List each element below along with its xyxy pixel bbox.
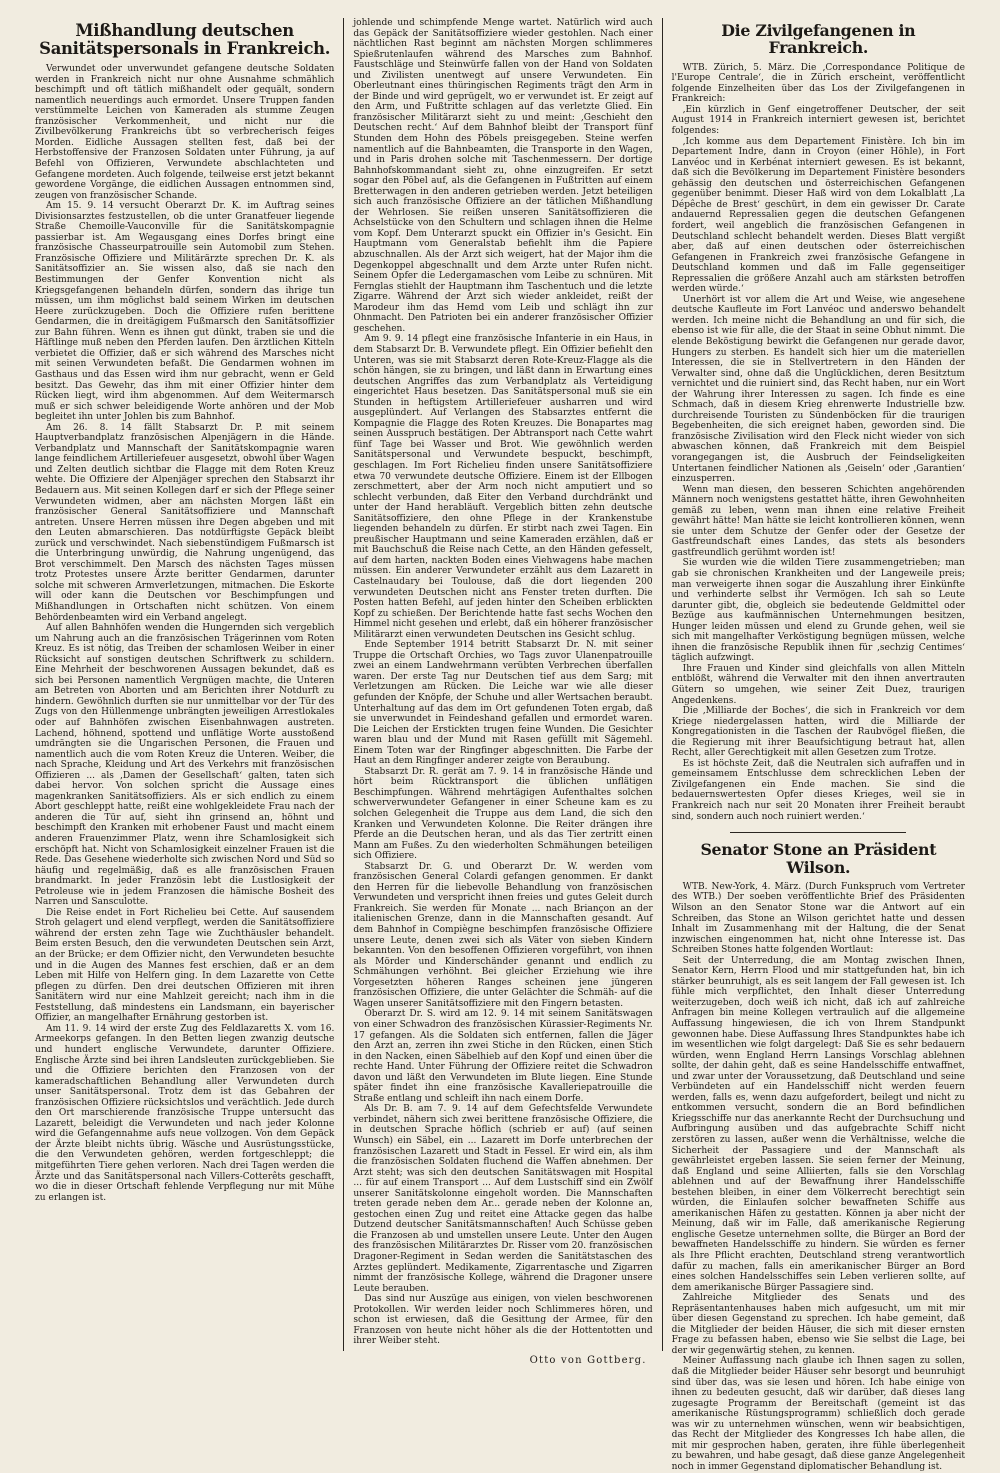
article-2-paragraph: Ihre Frauen und Kinder sind gleichfalls von allen Mitteln entblößt, während die Verwalter mit den ihnen anvertrauten Gütern so umgehen, wie seiner Zeit Duez, traurigen Angedenkens. [671,663,965,706]
article-2-paragraph: ‚Ich komme aus dem Departement Finistère. Ich bin im Departement Indre, dann in Croyon (einer Höhle), in Fort Lanvéoc und in Kerbénat interniert gewesen. Es ist bekannt, daß sich die Bevölkerung im Departement Finistère besonders gehässig den deutschen und österreichischen Gefangenen gegenüber benimmt. Dieser Haß wird von dem Lokalblatt ‚La Dépêche de Brest‘ geschürt, in dem ein gewisser Dr. Carate andauernd Repressalien gegen die deutschen Gefangenen fordert, weil angeblich die französischen Gefangenen in Deutschland schlecht behandelt werden. Dieses Blatt vergißt aber, daß auf einen deutschen oder österreichischen Gefangenen in Frankreich zwei französische Gefangene in Deutschland kommen und daß im Falle gegenseitiger Repressalien die größere Anzahl auch am stärksten betroffen werden würde.‘ [671,136,965,295]
article-2-paragraph: Wenn man diesen, den besseren Schichten angehörenden Männern noch wenigstens gestattet hätte, ihren Gewohnheiten gemäß zu leben, wenn man ihnen eine relative Freiheit gewährt hätte! Man hätte sie leicht kontrollieren können, wenn sie unter dem Schutze der Genfer oder der Gesetze der Gastfreundschaft eines Landes, das stets als besonders gastfreundlich gerühmt worden ist! [671,484,965,558]
article-3-paragraph: Seit der Unterredung, die am Montag zwischen Ihnen, Senator Kern, Herrn Flood und mir stattgefunden hat, bin ich stärker beunruhigt, als es seit langem der Fall gewesen ist. Ich fühle mich verpflichtet, den Inhalt dieser Unterredung weiterzugeben, doch weiß ich nicht, daß ich auf zahlreiche Anfragen bin meine Kollegen vertraulich auf die allgemeine Auffassung hingewiesen, die ich von Ihrem Standpunkt gewonnen habe. Diese Auffassung Ihres Standpunktes habe ich im wesentlichen wie folgt dargelegt: Daß Sie es sehr bedauern würden, wenn England Herrn Lansings Vorschlag ablehnen sollte, der dahin geht, daß es seine Handelsschiffe entwaffnet, und zwar unter der Voraussetzung, daß Deutschland und seine Verbündeten auf ein Handelsschiff nicht werden feuern werden, falls es, wenn dazu aufgefordert, beilegt und nicht zu entkommen versucht, sondern die an Bord befindlichen Kriegsschiffe nur das anerkannte Recht der Durchsuchung und Aufbringung ausüben und das aufgebrachte Schiff nicht zerstören zu lassen, außer wenn die Verhältnisse, welche die Sicherheit der Passagiere und der Mannschaft als gewährleistet ergeben lassen. Sie seien ferner der Meinung, daß England und seine Alliierten, falls sie den Vorschlag ablehnen und auf der Bewaffnung ihrer Handelsschiffe bestehen bleiben, in einer dem Völkerrecht berechtigt sein würden, die Einlaufen solcher bewaffneten Schiffe aus amerikanischen Häfen zu gestatten. Können ja aber nicht der Meinung, daß wir im Falle, daß amerikanische Regierung englische Gesetze unternehmen sollte, die Bürger an Bord der bewaffneten Handelsschiffe zu hindern. Sie würden es ferner als Ihre Pflicht erachten, Deutschland streng verantwortlich dafür zu machen, falls ein amerikanischer Bürger an Bord eines solchen Handelsschiffes sein Leben verlieren sollte, auf dem amerikanische Bürger Passagiere sind. [671,955,965,1293]
article-separator [730,832,906,833]
column-3 [663,18,974,1472]
article-2-paragraph: ‚Ein kürzlich in Genf eingetroffener Deutscher, der seit August 1914 in Frankreich interniert gewesen ist, berichtet folgendes: [671,104,965,137]
article-1-headline: Mißhandlung deutschen Sanitätspersonals in Frankreich. [39,21,331,59]
author-signature: Otto von Gottberg. [529,1354,647,1366]
article-1-paragraph: Auf allen Bahnhöfen wenden die Hungernden sich vergeblich um Nahrung auch an die französischen Trägerinnen vom Roten Kreuz. Es ist nötig, das Treiben der schamlosen Weiber in einer Rücksicht auf sonstigen deutschen Schriftwerk zu schildern. Eine Mehrheit der beschworenen Aussagen bekundet, daß es sich bei Personen namentlich Vergnügen machte, die Unteren am Betreten von Aborten und am Berichten ihrer Notdurft zu hindern. Gewöhnlich durften sie nur unmittelbar vor der Tür des Zugs von den Hüllenmenge unbrängten jeweiligen Arrestlokales oder auf Bahnhöfen zwischen Eisenbahnwagen austreten. Lachend, höhnend, spottend und unflätige Worte ausstoßend umdrängten sie die Ungarischen Personen, die Frauen und namentlich auch die vom Roten Kreuz die Unteren. Weiber, die nach Sprache, Kleidung und Art des Verkehrs mit französischen Offizieren ... als ‚Damen der Gesellschaft‘ galten, taten sich dabei hervor. Von solchen spricht die Aussage eines magenkranken Sanitätsoffiziers. Als er sich endlich zu einem Abort geschleppt hatte, reißt eine wohlgekleidete Frau nach der anderen die Tür auf, sieht ihn grinsend an, höhnt und beschimpft den Kranken mit erhobener Faust und macht einem anderen Frauenzimmer Platz, wenn ihre Schamlosigkeit sich erschöpft hat. Nicht von Schamlosigkeit einzelner Frauen ist die Rede. Das Gesehene wiederholte sich zwischen Nord und Süd so häufig und regelmäßig, daß es alle französischen Frauen brandmarkt. In jeder Französin lebt die Lustlosigkeit der Petroleuse wie in jedem Franzosen die hämische Bosheit des Narren und Sansculotte. [35,623,335,908]
article-2-headline: Die Zivilgefangenen in Frankreich. [721,21,916,58]
article-1-continued-paragraph: Ende September 1914 betritt Stabsarzt Dr. N. mit seiner Truppe die Ortschaft Orchies, wo Tags zuvor Ulanenpatrouille zwei an einem Landwehrmann verübten Verbrechen überfallen waren. Der erste Tag nur Deutschen tief aus dem Sarg; mit Verletzungen am Rücken. Die Leiche war wie alle dieser gefunden der Knöpfe, der Schuhe und aller Wertsachen beraubt. Unterhaltung auf das dem im Ort gefundenen Toten ergab, daß sie unverwundet in Feindeshand gefallen und ermordet waren. Die Leichen der Erstickten trugen feine Wunden. Die Gesichter waren blau und der Mund mit Rasen gefüllt mit Sägemehl. Einem Toten war der Ringfinger abgeschnitten. Die Farbe der Haut an dem Ringfinger anderer zeigte von Beraubung. [353,640,653,767]
columns [26,18,974,1472]
article-1-continued-paragraph: Als Dr. B. am 7. 9. 14 auf dem Gefechtsfelde Verwundete verbindet, nähern sich zwei berittene französische Offiziere, die in deutschen Sprache höflich (schrieb er auf) (auf seinen Wunsch) ein Säbel, ein ... Lazarett im Dorfe unterbrechen der französischen Lazarett und Stadt in Fessel. Er wird ein, als ihm die französischen Soldaten fluchend die Waffen abnehmen. Der Arzt steht; was sich den deutschen Sanitätswagen mit Hospital ... für auf einem Transport ... Auf dem Lustschiff sind ein Zwölf unserer Sanitätskolonne eingeholt worden. Die Mannschaften treten gerade neben dem Ar... gerade neben der Kolonne an, gestochen einen Zug und reitet eine Attacke gegen das halbe Dutzend deutscher Sanitätsmannschaften! Auch Schüsse geben die Franzosen ab und umstellen unsere Leute. Unter den Augen des französischen Militärarztes Dr. Risser vom 20. französischen Dragoner-Regiment in Sedan werden die Sanitätstaschen des Arztes geplündert. Medikamente, Zigarrentasche und Zigarren nimmt der französische Kollege, während die Dragoner unsere Leute berauben. [353,1104,653,1294]
article-1-continued-paragraph: johlende und schimpfende Menge wartet. Natürlich wird auch das Gepäck der Sanitätsoffiziere wieder gestohlen. Nach einer nächtlichen Rast beginnt am nächsten Morgen schlimmeres Spießrutenlaufen während des Marsches zum Bahnhof. Faustschläge und Steinwürfe fallen von der Hand von Soldaten und Zivilisten unentwegt auf unsere Verwundeten. Ein Oberleutnant eines thüringischen Regiments trägt den Arm in der Binde und wird geprügelt, wo er verwundet ist. Er zeigt auf den Arm, und Fußtritte schlagen auf das verletzte Glied. Ein französischer Militärarzt sieht zu und meint: ‚Geschieht den Deutschen recht.‘ Auf dem Bahnhof bleibt der Transport fünf Stunden dem Hohn des Pöbels preisgegeben. Steine werfen namentlich auf die Bahnbeamten, die Transporte in den Wagen, und in Paris drohen solche mit Taschenmessern. Der dortige Bahnhofskommandant sieht zu, ohne einzugreifen. Er setzt sogar den Pöbel auf, als die Gefangenen in Fußtritten auf einem Bretterwagen in den anderen getrieben werden. Jetzt beteiligen sich auch französische Offiziere an der tätlichen Mißhandlung der Wehrlosen. Sie reißen unseren Sanitätsoffizieren die Achselstücke von den Schultern und schlagen ihnen die Helme vom Kopf. Dem Unterarzt spuckt ein Offizier in's Gesicht. Ein Hauptmann vom Generalstab befiehlt ihm die Papiere abzuschnallen. Als der Arzt sich weigert, hat der Major ihm die Degenkoppel abgeschnallt und dem Arzte unter Rufen nicht. Seinem Opfer die Ledergamaschen vom Leibe zu schnüren. Mit Fernglas stiehlt der Hauptmann ihm Taschentuch und die letzte Zigarre. Während der Arzt sich wieder ankleidet, reißt der Marodeur ihm das Hemd vom Leib und schlägt ihn zur Ohnmacht. Den Patrioten bei ein anderer französischer Offizier geschehen. [353,18,653,334]
article-3-paragraph: WTB. New-York, 4. März. (Durch Funkspruch vom Vertreter des WTB.) Der soeben veröffentlichte Brief des Präsidenten Wilson an den Senator Stone war die Antwort auf ein Schreiben, das Stone an Wilson gerichtet hatte und dessen Inhalt im Zusammenhang mit der Haltung, die der Senat inzwischen eingenommen hat, nicht ohne Interesse ist. Das Schreiben Stones hatte folgenden Wortlaut: [671,881,965,956]
article-1-continued-paragraph: Das sind nur Auszüge aus einigen, von vielen beschworenen Protokollen. Wir werden leider noch Schlimmeres hören, und schon ist erwiesen, daß die Gesittung der Armee, für den Franzosen von heute nicht höher als die der Hottentotten und ihrer Weiber steht. [353,1294,653,1347]
article-2-paragraph: Die ‚Milliarde der Boches‘, die sich in Frankreich vor dem Kriege niedergelassen hatten, wird die Milliarde der Kongregationisten in die Taschen der Raubvögel fließen, die die Regierung mit ihrer Beaufsichtigung betraut hat, allen Recht, aller Gerechtigkeit mit allen Gesetzen zum Trotze. [671,706,965,759]
article-1-paragraph: Am 15. 9. 14 versucht Oberarzt Dr. K. im Auftrag seines Divisionsarztes festzustellen, ob die unter Granatfeuer liegende Straße Chemoille-Vauconville für die Sanitätskompagnie passierbar ist. Am Wegausgang eines Dorfes bringt eine französische Chasseurpatrouille sein Automobil zum Stehen. Französische Offiziere und Militärärzte sprechen Dr. K. als Sanitätsoffizier an. Sie wissen also, daß sie nach den Bestimmungen der Genfer Konvention nicht als Kriegsgefangenen behandeln dürfen, sondern das ihrige tun müssen, um ihm möglichst bald seinem Wirken im deutschen Heere zurückzugeben. Doch die Offiziere rufen berittene Gendarmen, die in dreitägigem Fußmarsch den Sanitätsoffizier zur Bahn führen. Wenn es ihnen gut dünkt, traben sie und die Häftlinge muß neben den Pferden laufen. Den ärztlichen Kitteln verbietet die Offizier, daß er sich während des Marsches nicht mit seinen Verwundeten befaßt. Die Gendarmen wohnen im Gasthaus und das Essen wird ihm nur gebracht, wenn er Geld besitzt. Das Gewehr, das ihm mit einer Offizier hinter dem Rücken liegt, wird ihm abgenommen. Auf dem Weitermarsch muß er sich schwer beleidigende Worte anhören und der Mob begleitet ihn unter Johlen bis zum Bahnhof. [35,201,335,423]
column-1 [26,18,343,1351]
column-2 [344,18,661,1366]
article-3-headline: Senator Stone an Präsident Wilson. [700,840,937,877]
article-2-paragraph: Es ist höchste Zeit, daß die Neutralen sich aufraffen und in gemeinsamem Entschlusse dem schrecklichen Leben der Zivilgefangenen ein Ende machen. Sie sind die bedauernswertesten Opfer dieses Krieges, weil sie in Frankreich nach nur seit 20 Monaten ihrer Freiheit beraubt sind, sondern auch noch ruiniert werden.‘ [671,758,965,822]
article-2-paragraph: Unerhört ist vor allem die Art und Weise, wie angesehene deutsche Kaufleute im Fort Lanvéoc und anderswo behandelt werden. Ich meine nicht die Behandlung an und für sich, die ebenso ist wie für alle, die der Staat in seine Obhut nimmt. Die elende Beköstigung bewirkt die Gefangenen nur gerade davor, Hungers zu sterben. Es handelt sich hier um die materiellen Interessen, die sie in Stellvertretern in den Händen der Verwalter sind, ohne daß die Unglücklichen, deren Besitztum vernichtet und die ruiniert sind, das Recht haben, nur ein Wort der Wahrung ihrer Interessen zu sagen. Ich finde es eine Schmach, daß in diesem Krieg ehrenwerte Industrielle bzw. durchreisende Touristen zu Sündenböcken für die traurigen Begebenheiten, die sich ereignet haben, geworden sind. Die französische Zivilisation wird den Fleck nicht wieder von sich abwaschen können, daß Frankreich mit dem Beispiel vorangegangen ist, die Ausbruch der Feindseligkeiten Untertanen feindlicher Nationen als ‚Geiseln‘ oder ‚Garantien‘ einzusperren. [671,294,965,485]
article-3-paragraph: Zahlreiche Mitglieder des Senats und des Repräsentantenhauses haben mich aufgesucht, um mit mir über diesen Gegenstand zu sprechen. Ich habe gemeint, daß die Mitglieder der beiden Häuser, die sich mit dieser ernsten Frage zu befassen haben, ebenso wie Sie selbst die Lage, bei der wir gegenwärtig stehen, zu kennen. [671,1293,965,1356]
article-2-paragraph: Sie wurden wie die wilden Tiere zusammengetrieben; man gab sie chronischen Krankheiten und der Langeweile preis; man verweigerte ihnen sogar die Auszahlung ihrer Einkünfte und verhinderte selbst ihr Vermögen. Ich sah so Leute darunter gibt, die, obgleich sie bedeutende Geldmittel oder Bezüge aus kaufmännischen Unternehmungen besitzen, Hunger leiden müssen und elend zu Grunde gehen, weil sie sich mit mangelhafter Verköstigung begnügen müssen, welche ihnen die französische Republik ihnen für ‚sechzig Centimes‘ täglich aufzwingt. [671,558,965,664]
article-1-continued-paragraph: Stabsarzt Dr. R. gerät am 7. 9. 14 in französische Hände und hört beim Rücktransport die üblichen unflätigen Beschimpfungen. Während mehrtägigen Aufenthaltes solchen schwerverwundeter Gefangener in einer Scheune kam es zu solchen Gelegenheit die Truppe aus dem Land, die sich den Kranken und Verwundeten Kolonne. Die Reiter drängen ihre Pferde an die Deutschen heran, und als das Tier zertritt einen Mann am Fußes. Zu den wiederholten Schmähungen beteiligen sich Offiziere. [353,766,653,862]
article-1-paragraph: Verwundet oder unverwundet gefangene deutsche Soldaten werden in Frankreich nicht nur ohne Ausnahme schmählich beschimpft und oft tätlich mißhandelt oder gequält, sondern namentlich neuerdings auch ermordet. Unsere Truppen fanden verstümmelte Leichen von Kameraden als stumme Zeugen französischer Verkommenheit, und nicht nur die Zivilbevölkerung Frankreichs übt so verbrecherisch feiges Morden. Eidliche Aussagen stellten fest, daß bei der Herbstoffensive der Franzosen Soldaten unter Führung, ja auf Befehl von Offizieren, Verwundete abschlachteten und Gefangene mordeten. Auch folgende, teilweise erst jetzt bekannt gewordene Vorgänge, die eidlichen Aussagen entnommen sind, zeugen von französischer Schande. [35,64,335,201]
article-3-paragraph: Meiner Auffassung nach glaube ich Ihnen sagen zu sollen, daß die Mitglieder beider Häuser sehr besorgt und beunruhigt sind über das, was sie lesen und hören. Ich habe einige von ihnen zu bedeuten gesucht, daß wir darüber, daß dieses lang zugesagte Programm der Bereitschaft (gemeint ist das amerikanische Rüstungsprogramm) schließlich doch gerade was wir zu unternehmen wünschen, wenn wir beabsichtigen, das Recht der Mitglieder des Kongresses Ich habe allen, die mit mir gesprochen haben, geraten, ihre fühle überlegenheit zu bewahren, und habe gesagt, daß diese ganze Angelegenheit noch in immer Gegenstand diplomatischer Behandlung ist. [671,1356,965,1472]
article-1-continued-paragraph: Stabsarzt Dr. G. und Oberarzt Dr. W. werden vom französischen General Colardi gefangen genommen. Er dankt den Herren für die liebevolle Behandlung von französischen Verwundeten und verspricht ihnen freies und gutes Geleit durch Frankreich. Sie werden für Monate ... nach Briançon an der italienischen Grenze, dann in die Mannschaften gesandt. Auf dem Bahnhof in Compiègne beschimpfen französische Offiziere unsere Leute, denen zwei sich als Väter von sieben Kindern bekannten. Von den besoffenen Offizieren vorgeführt, von ihnen als Mörder und Kinderschänder genannt und endlich zu Schmähungen verhöhnt. Bei gleicher Erziehung wie ihre Vorgesetzten höheren Ranges scheinen jene jüngeren französischen Offiziere, die unter Gelächter die Schmäh- auf die Wagen unserer Sanitätsoffiziere mit den Fingern betasten. [353,861,653,1009]
article-2-paragraph: WTB. Zürich, 5. März. Die ‚Correspondance Politique de l'Europe Centrale‘, die in Zürich erscheint, veröffentlicht folgende Einzelheiten über das Los der Zivilgefangenen in Frankreich: [671,62,965,105]
article-1-continued-paragraph: Oberarzt Dr. S. wird am 12. 9. 14 mit seinem Sanitätswagen von einer Schwadron des französischen Kürassier-Regiments Nr. 17 gefangen. Als die Soldaten sich entfernen, fallen die Jäger den Arzt an, zerren ihn zwei Stiche in den Rücken, einen Stich in den Nacken, einen Säbelhieb auf den Kopf und einen über die rechte Hand. Unter Führung der Offiziere reitet die Schwadron davon und läßt den Verwundeten im Blute liegen. Eine Stunde später findet ihn eine französische Kavalleriepatrouille die Straße entlang und schleift ihn nach einem Dorfe. [353,1009,653,1104]
article-1-continued-paragraph: Am 9. 9. 14 pflegt eine französische Infanterie in ein Haus, in dem Stabsarzt Dr. B. Verwundete pflegt. Ein Offizier befiehlt den Unteren, was sie mit Stabsarzt deren Rote-Kreuz-Flagge als die schön hängen, sie zu bringen, und läßt dann in Erwartung eines deutschen Angriffes das zum Verbandplatz als Verteidigung eingerichtet Haus besetzen. Das Sanitätspersonal muß sie ein Stunden in heftigstem Artilleriefeuer ausharren und wird ausgeplündert. Auf Verlangen des Stabsarztes entfernt die Kompagnie die Flagge des Roten Kreuzes. Die Bonapartes mag seinen Ausspruch bestätigen. Der Abtransport nach Cette wahrt fünf Tage bei Wasser und Brot. Wie gewöhnlich werden Sanitätspersonal und Verwundete bespuckt, beschimpft, geschlagen. Im Fort Richelieu finden unsere Sanitätsoffiziere etwa 70 verwundete deutsche Offiziere. Einem ist der Ellbogen zerschmettert, aber der Arm noch nicht amputiert und so schlecht verbunden, daß Eiter den Verband durchdränkt und unter der Hand herabläuft. Vergeblich bitten zehn deutsche Sanitätsoffiziere, den ohne Pflege in der Krankenstube liegenden behandeln zu dürfen. Er stirbt nach zwei Tagen. Ein preußischer Hauptmann und seine Kameraden erzählen, daß er mit Bauchschuß die Reise nach Cette, an den Händen gefesselt, auf dem harten, nackten Boden eines Viehwagens habe machen müssen. Ein anderer Verwundeter erzählt aus dem Lazarett in Castelnaudary bei Toulouse, daß die dort liegenden 200 verwundeten Deutschen nicht ans Fenster treten durften. Die Posten hatten Befehl, auf jeden hinter den Scheiben erblickten Kopf zu schießen. Der Berichtende hatte fast sechs Wochen den Himmel nicht gesehen und erlebt, daß ein höherer französischer Militärarzt einen verwundeten Deutschen ins Gesicht schlug. [353,334,653,640]
article-1-paragraph: Am 26. 8. 14 fällt Stabsarzt Dr. P. mit seinem Hauptverbandplatz französischen Alpenjägern in die Hände. Verbandplatz und Mannschaft der Sanitätskompagnie waren lange feindlichem Artilleriefeuer ausgesetzt, obwohl über Wagen und Zelten deutlich sichtbar die Flagge mit dem Roten Kreuz wehte. Die Offiziere der Alpenjäger sprechen den Stabsarzt ihr Bedauern aus. Mit seinen Kollegen darf er sich der Pflege seiner Verwundeten widmen, aber am nächsten Morgen läßt ein französischer General Sanitätsoffiziere und Mannschaft antreten. Unsere Herren müssen ihre Degen abgeben und mit den Leuten abmarschieren. Das notdürftigste Gepäck bleibt zurück und verschwindet. Nach siebenstündigem Fußmarsch ist die Unterbringung unwürdig, die Nahrung ungenügend, das Brot verschimmelt. Den Marsch des nächsten Tages müssen trotz Protestes unsere Ärzte beritter Gendarmen, darunter solche mit schweren Armverletzungen, mitmachen. Die Eskorte will oder kann die Deutschen vor Beschimpfungen und Mißhandlungen in Ortschaften nicht schützen. Von einem Behördenbeamten wird ein Verband angelegt. [35,422,335,623]
article-1-paragraph: Die Reise endet in Fort Richelieu bei Cette. Auf sausendem Stroh gelagert und elend verpflegt, werden die Sanitätsoffiziere während der ersten zehn Tage wie Zuchthäusler behandelt. Beim ersten Besuch, den die verwundeten Deutschen sein Arzt, an der Brücke; er dem Offizier nicht, den Verwundeten besuchte und in die Augen des Mannes fest erschien, daß er an dem Leben mit Hilfe von Helfern ging. In dem Lazarette von Cette pflegen zu dürfen. Den drei deutschen Offizieren mit ihren Sanitätern wird nur eine Mahlzeit gereicht; nach ihm in die Feststellung, daß mindestens ein Landsmann, ein bayerischer Offizier, an mangelhafter Ernährung gestorben ist. [35,907,335,1024]
article-1-paragraph: Am 11. 9. 14 wird der erste Zug des Feldlazaretts X. vom 16. Armeekorps gefangen. In den Betten liegen zwanzig deutsche und hundert englische Verwundete, darunter Offiziere. Englische Ärzte sind bei ihren Landsleuten zurückgeblieben. Sie und die Offiziere berichten den Franzosen von der kameradschaftlichen Behandlung aller Verwundeten durch unser Sanitätspersonal. Trotz dem ist das Gebahren der französischen Offiziere rücksichtslos und verächtlich. Jede durch den Ort marschierende französische Truppe untersucht das Lazarett, beleidigt die Verwundeten und nach jeder Kolonne wird die Gefangennahme aufs neue vollzogen. Von dem Gepäck der Ärzte bleibt nichts übrig. Wäsche und Ausrüstungsstücke, die den Verwundeten gehören, werden fortgeschleppt; die mitgeführten Tiere gehen verloren. Nach drei Tagen werden die Ärzte und das Sanitätspersonal nach Villers-Cotterêts geschafft, wo die in dieser Ortschaft fehlende Verpflegung nur mit Mühe zu erlangen ist. [35,1023,335,1203]
